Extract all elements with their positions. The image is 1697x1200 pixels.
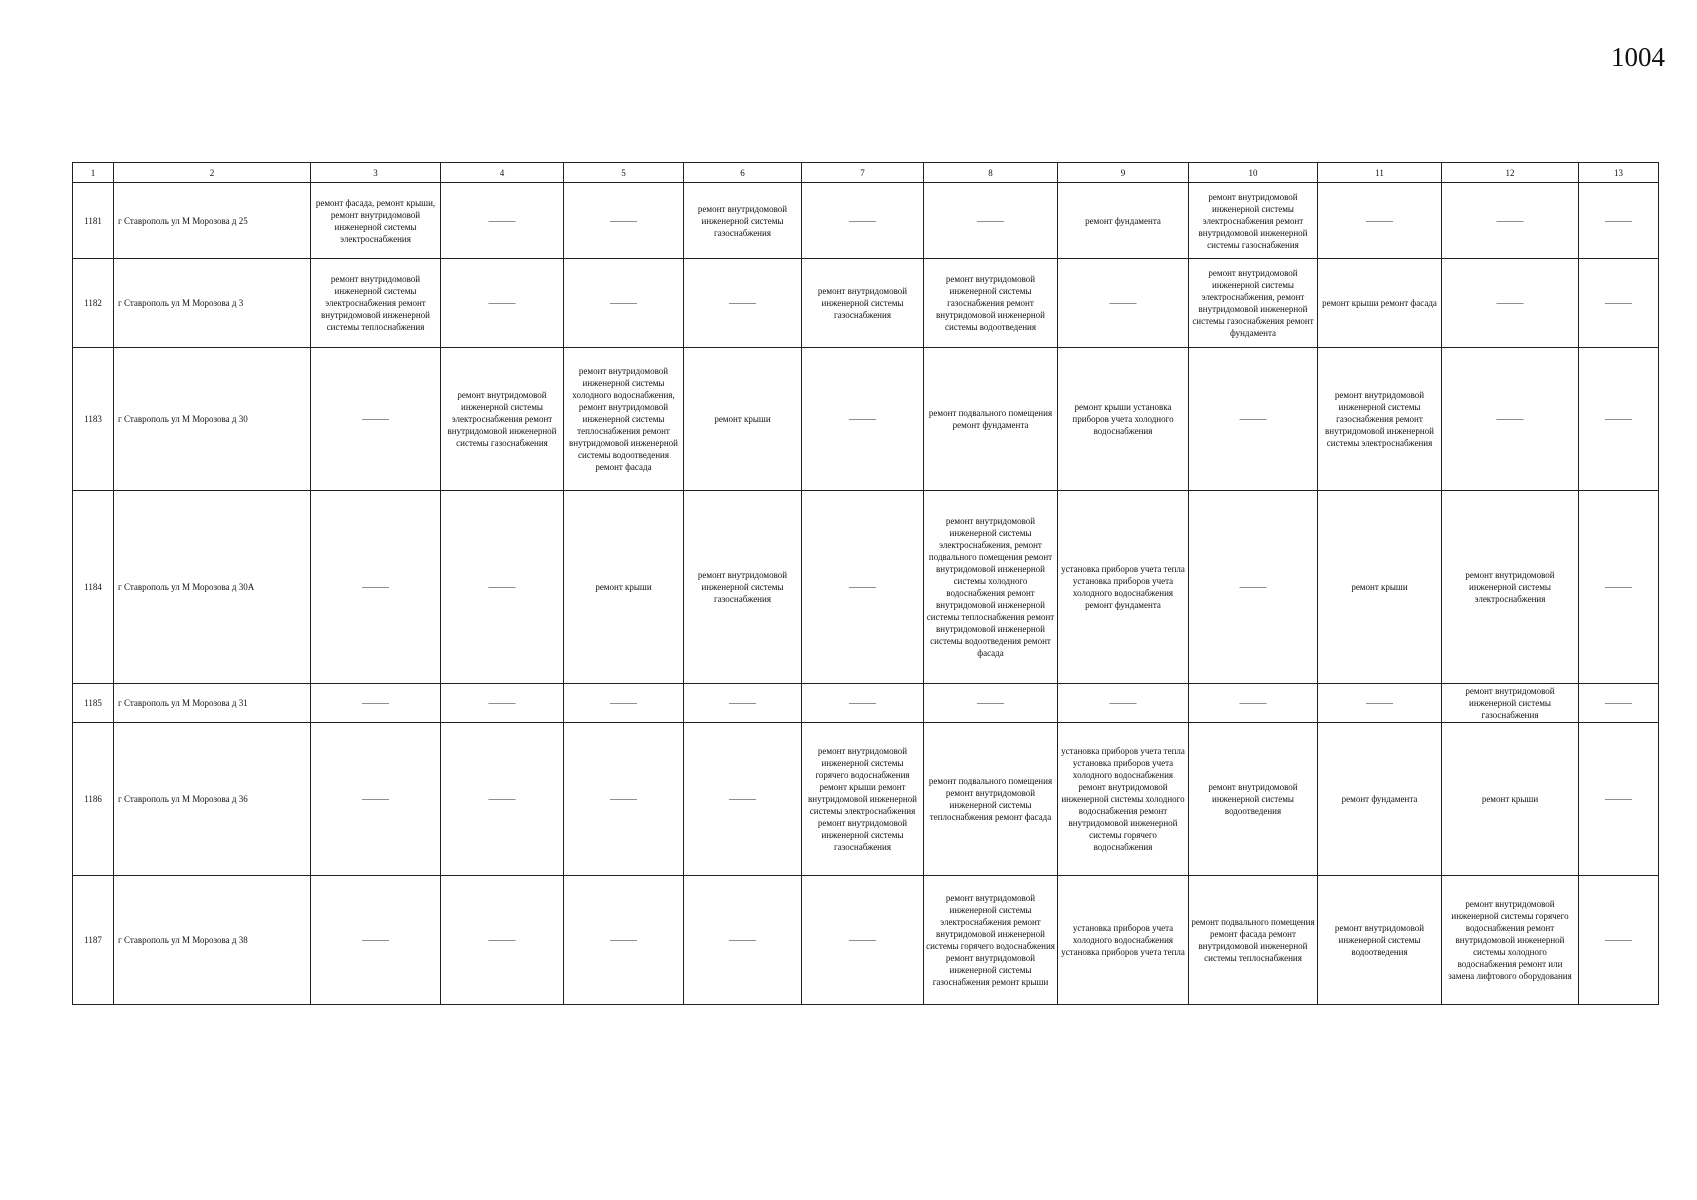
work-cell: ремонт крыши (684, 348, 802, 491)
work-cell: ремонт крыши (1442, 723, 1579, 876)
work-cell: ——— (1579, 259, 1659, 348)
work-cell: ремонт внутридомовой инженерной системы электроснабжения (1442, 491, 1579, 684)
work-cell: ремонт крыши (1318, 491, 1442, 684)
work-cell: ремонт внутридомовой инженерной системы газоснабжения (684, 491, 802, 684)
row-number-cell: 1181 (73, 183, 114, 259)
work-cell: ——— (802, 183, 924, 259)
work-cell: ремонт внутридомовой инженерной системы электроснабжения ремонт внутридомовой инженерной системы горячего водоснабжения ремонт внутридомовой инженерной системы газоснабжения ремонт крыши (924, 876, 1058, 1005)
table-row (73, 876, 1659, 1005)
row-number-cell: 1182 (73, 259, 114, 348)
work-cell: ——— (1442, 348, 1579, 491)
work-cell: ——— (441, 183, 564, 259)
column-header: 12 (1442, 163, 1579, 183)
work-cell: ремонт внутридомовой инженерной системы электроснабжения ремонт внутридомовой инженерной системы теплоснабжения (311, 259, 441, 348)
column-header: 1 (73, 163, 114, 183)
row-number-cell: 1183 (73, 348, 114, 491)
work-cell: ——— (564, 259, 684, 348)
work-cell: ремонт фундамента (1318, 723, 1442, 876)
address-cell: г Ставрополь ул М Морозова д 38 (114, 876, 311, 1005)
work-cell: ремонт крыши ремонт фасада (1318, 259, 1442, 348)
column-header: 5 (564, 163, 684, 183)
work-cell: ——— (1189, 684, 1318, 723)
work-cell: ——— (802, 491, 924, 684)
column-header: 6 (684, 163, 802, 183)
work-cell: ремонт фасада, ремонт крыши, ремонт внутридомовой инженерной системы электроснабжения (311, 183, 441, 259)
row-number-cell: 1185 (73, 684, 114, 723)
work-cell: ——— (441, 723, 564, 876)
work-cell: ремонт внутридомовой инженерной системы холодного водоснабжения, ремонт внутридомовой инженерной системы теплоснабжения ремонт внутридомовой инженерной системы водоотведения ремонт фасада (564, 348, 684, 491)
work-cell: ——— (802, 684, 924, 723)
work-cell: ——— (1058, 259, 1189, 348)
work-cell: ——— (441, 876, 564, 1005)
work-cell: ремонт подвального помещения ремонт фасада ремонт внутридомовой инженерной системы теплоснабжения (1189, 876, 1318, 1005)
work-cell: ——— (1318, 684, 1442, 723)
table-row (73, 183, 1659, 259)
work-cell: ——— (1579, 876, 1659, 1005)
work-cell: ремонт внутридомовой инженерной системы электроснабжения ремонт внутридомовой инженерной системы газоснабжения (441, 348, 564, 491)
work-cell: ——— (311, 876, 441, 1005)
address-cell: г Ставрополь ул М Морозова д 30 (114, 348, 311, 491)
table-row (73, 684, 1659, 723)
capital-repair-table (72, 162, 1659, 1005)
work-cell: ——— (311, 723, 441, 876)
work-cell: ремонт внутридомовой инженерной системы водоотведения (1318, 876, 1442, 1005)
address-cell: г Ставрополь ул М Морозова д 25 (114, 183, 311, 259)
address-cell: г Ставрополь ул М Морозова д 31 (114, 684, 311, 723)
work-cell: ——— (802, 348, 924, 491)
work-cell: ——— (684, 876, 802, 1005)
work-cell: ——— (311, 491, 441, 684)
work-cell: ремонт подвального помещения ремонт внутридомовой инженерной системы теплоснабжения ремонт фасада (924, 723, 1058, 876)
work-cell: установка приборов учета тепла установка приборов учета холодного водоснабжения ремонт внутридомовой инженерной системы холодного водоснабжения ремонт внутридомовой инженерной системы горячего водоснабжения (1058, 723, 1189, 876)
work-cell: ——— (1579, 183, 1659, 259)
column-header: 8 (924, 163, 1058, 183)
table-row (73, 491, 1659, 684)
column-header: 11 (1318, 163, 1442, 183)
work-cell: ——— (564, 723, 684, 876)
column-number-row (73, 163, 1659, 183)
row-number-cell: 1187 (73, 876, 114, 1005)
page-number: 1004 (1611, 42, 1665, 72)
address-cell: г Ставрополь ул М Морозова д 36 (114, 723, 311, 876)
work-cell: ремонт внутридомовой инженерной системы газоснабжения (802, 259, 924, 348)
work-cell: ремонт внутридомовой инженерной системы газоснабжения (684, 183, 802, 259)
work-cell: ——— (441, 684, 564, 723)
work-cell: ——— (1189, 348, 1318, 491)
work-cell: ——— (1579, 684, 1659, 723)
row-number-cell: 1186 (73, 723, 114, 876)
work-cell: ——— (1318, 183, 1442, 259)
table-row (73, 259, 1659, 348)
work-cell: ——— (1189, 491, 1318, 684)
work-cell: ——— (564, 183, 684, 259)
column-header: 13 (1579, 163, 1659, 183)
work-cell: установка приборов учета холодного водоснабжения установка приборов учета тепла (1058, 876, 1189, 1005)
work-cell: ——— (1442, 259, 1579, 348)
work-cell: ——— (311, 684, 441, 723)
work-cell: ремонт крыши установка приборов учета холодного водоснабжения (1058, 348, 1189, 491)
work-cell: ——— (1579, 723, 1659, 876)
work-cell: ——— (924, 684, 1058, 723)
work-cell: ремонт фундамента (1058, 183, 1189, 259)
work-cell: ——— (1442, 183, 1579, 259)
work-cell: ремонт внутридомовой инженерной системы газоснабжения ремонт внутридомовой инженерной системы водоотведения (924, 259, 1058, 348)
work-cell: ——— (1058, 684, 1189, 723)
work-cell: ремонт внутридомовой инженерной системы газоснабжения ремонт внутридомовой инженерной системы электроснабжения (1318, 348, 1442, 491)
work-cell: ремонт внутридомовой инженерной системы водоотведения (1189, 723, 1318, 876)
work-cell: ремонт крыши (564, 491, 684, 684)
work-cell: ——— (684, 684, 802, 723)
work-cell: ——— (441, 259, 564, 348)
column-header: 2 (114, 163, 311, 183)
work-cell: ——— (802, 876, 924, 1005)
column-header: 10 (1189, 163, 1318, 183)
work-cell: ремонт внутридомовой инженерной системы электроснабжения, ремонт внутридомовой инженерной системы газоснабжения ремонт фундамента (1189, 259, 1318, 348)
work-cell: ——— (564, 876, 684, 1005)
address-cell: г Ставрополь ул М Морозова д 3 (114, 259, 311, 348)
work-cell: ——— (924, 183, 1058, 259)
work-cell: ——— (564, 684, 684, 723)
work-cell: ——— (441, 491, 564, 684)
work-cell: ремонт внутридомовой инженерной системы электроснабжения, ремонт подвального помещения ремонт внутридомовой инженерной системы холодного водоснабжения ремонт внутридомовой инженерной системы теплоснабжения ремонт внутридомовой инженерной системы водоотведения ремонт фасада (924, 491, 1058, 684)
work-cell: ремонт подвального помещения ремонт фундамента (924, 348, 1058, 491)
work-cell: ремонт внутридомовой инженерной системы горячего водоснабжения ремонт крыши ремонт внутридомовой инженерной системы электроснабжения ремонт внутридомовой инженерной системы газоснабжения (802, 723, 924, 876)
work-cell: установка приборов учета тепла установка приборов учета холодного водоснабжения ремонт фундамента (1058, 491, 1189, 684)
column-header: 3 (311, 163, 441, 183)
table-row (73, 348, 1659, 491)
table-row (73, 723, 1659, 876)
work-cell: ——— (684, 723, 802, 876)
column-header: 7 (802, 163, 924, 183)
work-cell: ремонт внутридомовой инженерной системы электроснабжения ремонт внутридомовой инженерной системы газоснабжения (1189, 183, 1318, 259)
work-cell: ——— (1579, 348, 1659, 491)
work-cell: ——— (311, 348, 441, 491)
column-header: 4 (441, 163, 564, 183)
work-cell: ремонт внутридомовой инженерной системы горячего водоснабжения ремонт внутридомовой инженерной системы холодного водоснабжения ремонт или замена лифтового оборудования (1442, 876, 1579, 1005)
work-cell: ремонт внутридомовой инженерной системы газоснабжения (1442, 684, 1579, 723)
address-cell: г Ставрополь ул М Морозова д 30А (114, 491, 311, 684)
work-cell: ——— (1579, 491, 1659, 684)
column-header: 9 (1058, 163, 1189, 183)
work-cell: ——— (684, 259, 802, 348)
row-number-cell: 1184 (73, 491, 114, 684)
